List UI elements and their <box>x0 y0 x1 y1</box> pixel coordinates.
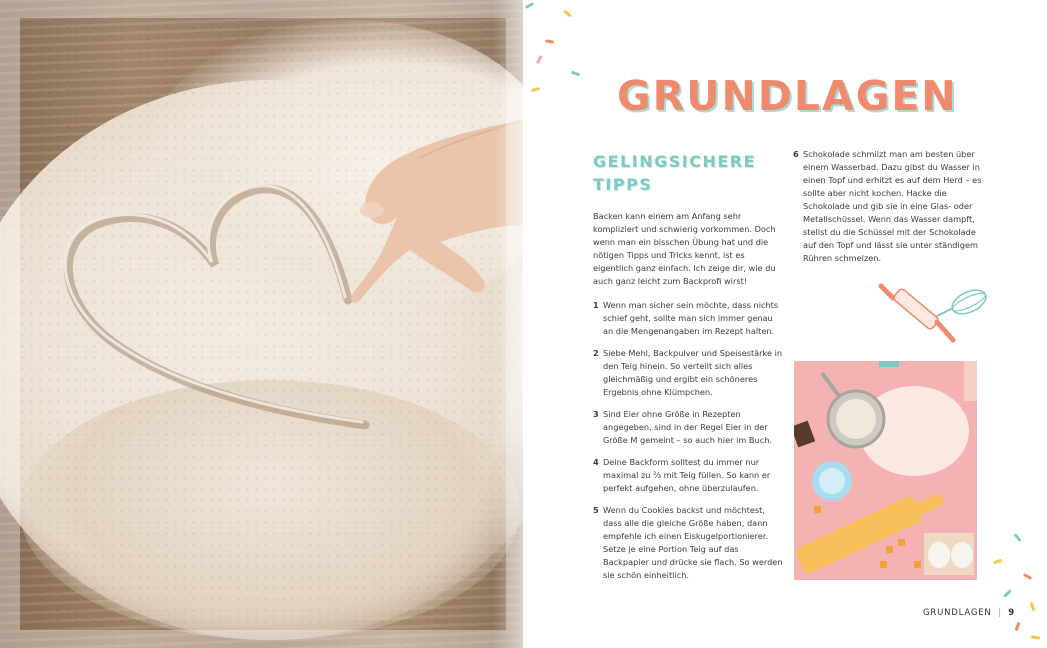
baking-ingredients-photo <box>794 361 977 580</box>
tip-text: Wenn man sicher sein möchte, dass nichts schief geht, sollte man sich immer genau an die Mengenangaben im Rezept halten. <box>603 300 779 336</box>
sprinkle-decoration <box>531 87 540 92</box>
intro-paragraph: Backen kann einem am Anfang sehr kompliziert und schwierig vorkommen. Doch wenn man ein bisschen Übung hat und die nötigen Tipps und Tricks kennt, ist es eigentlich ganz einfach. Ich zeige dir, wie du auch ganz leicht zum Backprofi wirst! <box>593 211 776 286</box>
left-column <box>593 150 783 591</box>
footer-section: GRUNDLAGEN <box>923 608 992 618</box>
tip-item <box>593 504 783 582</box>
tip-item <box>593 408 783 447</box>
sprinkle-decoration <box>1030 602 1036 611</box>
tip-number: 6 <box>793 149 799 159</box>
photo-frame-overlay <box>20 18 506 630</box>
tip-number: 2 <box>593 348 599 358</box>
tip-item <box>593 299 783 338</box>
tip-text: Wenn du Cookies backst und möchtest, dass alle die gleiche Größe haben, dann empfehle ich einen Eiskugelportionierer. Setze je eine Portion Teig auf das Backpapier und drücke sie flach. So werden sie schön einheitlich. <box>603 505 783 580</box>
tip-number: 5 <box>593 505 599 515</box>
text-page <box>523 0 1047 648</box>
tip-item <box>793 148 983 265</box>
baking-tools-illustration <box>873 278 988 358</box>
sprinkle-decoration <box>571 71 580 77</box>
tip-text: Schokolade schmilzt man am besten über einem Wasserbad. Dazu gibst du Wasser in einen Topf und erhitzt es auf dem Herd – es sollte aber nicht kochen. Hacke die Schokolade und gib sie in eine Glas- oder Metallschüssel. Wenn das Wasser dampft, stellst du die Schüssel mit der Schokolade auf den Topf und lässt sie unter ständigem Rühren schmelzen. <box>803 149 982 263</box>
tip-number: 4 <box>593 457 599 467</box>
section-title: GELINGSICHERE TIPPS <box>593 152 757 194</box>
sprinkle-decoration <box>1015 622 1021 631</box>
page-number: 9 <box>1008 608 1015 618</box>
tip-number: 3 <box>593 409 599 419</box>
tip-item <box>593 347 783 399</box>
sprinkle-decoration <box>545 39 554 44</box>
sprinkle-decoration <box>993 559 1002 565</box>
page-footer <box>923 608 1015 618</box>
heart-in-flour-photo <box>0 0 523 648</box>
sprinkle-decoration <box>1013 533 1021 542</box>
right-column <box>793 148 983 274</box>
tip-text: Sind Eier ohne Größe in Rezepten angegeben, sind in der Regel Eier in der Größe M gemeint – so auch hier im Buch. <box>603 409 773 445</box>
sprinkle-decoration <box>525 2 534 9</box>
sprinkle-decoration <box>536 55 543 64</box>
footer-separator: | <box>998 608 1002 618</box>
tip-text: Deine Backform solltest du immer nur maximal zu ²⁄₃ mit Teig füllen. So kann er perfekt aufgehen, ohne überzulaufen. <box>603 457 771 493</box>
sprinkle-decoration <box>563 9 572 17</box>
tip-text: Siebe Mehl, Backpulver und Speisestärke in den Teig hinein. So verteilt sich alles gleichmäßig und ergibt ein schöneres Ergebnis ohne Klümpchen. <box>603 348 783 397</box>
page-title: GRUNDLAGEN <box>617 72 958 120</box>
sprinkle-decoration <box>1031 635 1040 640</box>
sprinkle-decoration <box>1023 573 1032 580</box>
page-gutter <box>493 0 523 648</box>
tip-item <box>593 456 783 495</box>
sprinkle-decoration <box>1003 589 1011 597</box>
tip-number: 1 <box>593 300 599 310</box>
